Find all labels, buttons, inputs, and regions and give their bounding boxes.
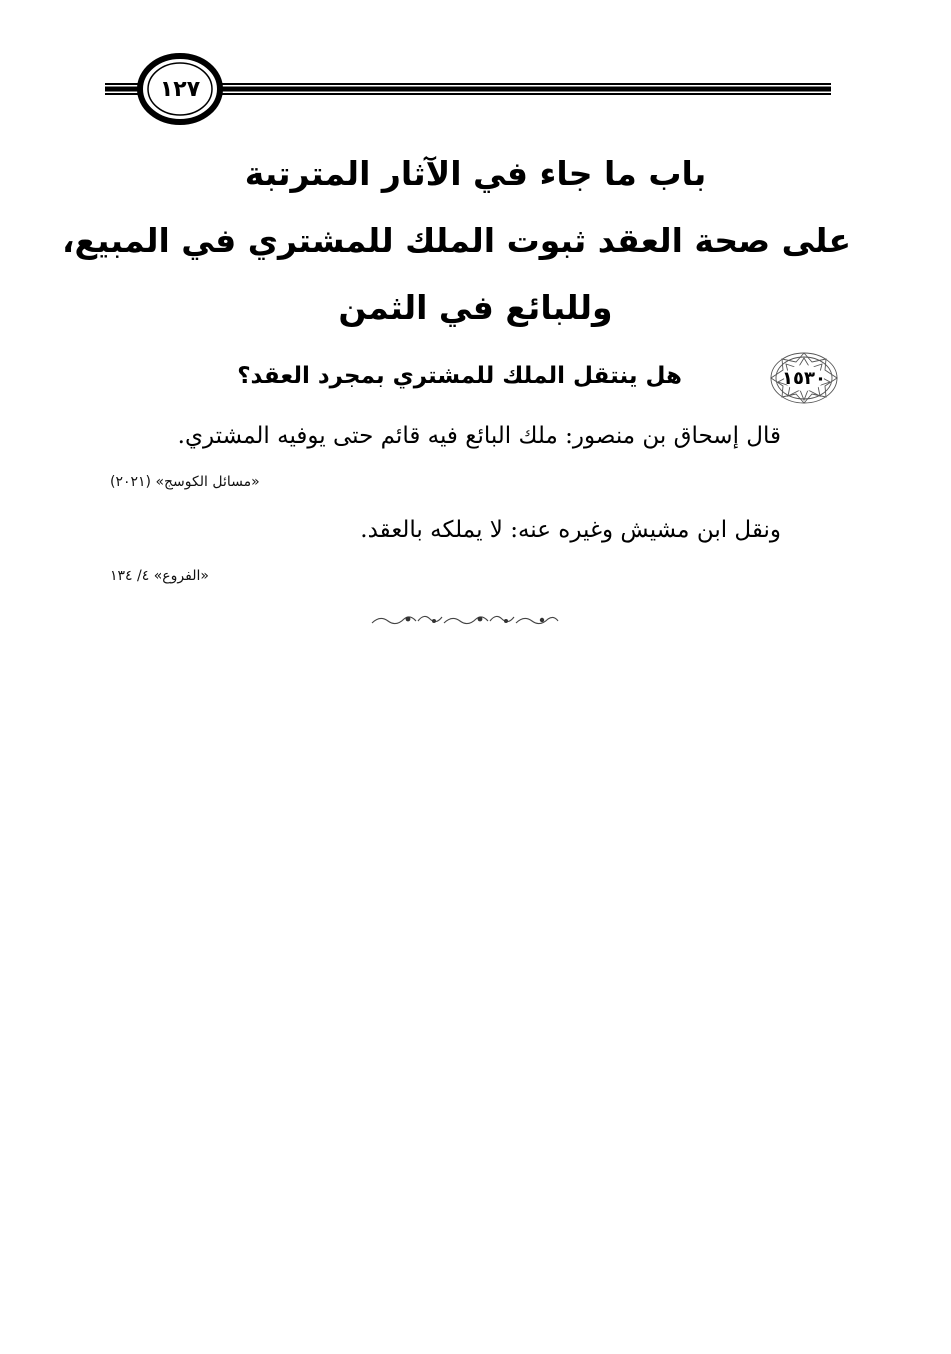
- entry-source-1: «مسائل الكوسج» (٢٠٢١): [110, 474, 260, 490]
- entry-text-2: ونقل ابن مشيش وغيره عنه: لا يملكه بالعقد.: [360, 517, 781, 543]
- question-text: هل ينتقل الملك للمشتري بمجرد العقد؟: [237, 363, 682, 389]
- chapter-title-line-1: باب ما جاء في الآثار المترتبة: [244, 154, 707, 193]
- question-heading: [100, 348, 840, 408]
- floral-divider-icon: [370, 611, 560, 631]
- question-number: ١٥٣٠: [782, 367, 826, 389]
- chapter-title-line-2: على صحة العقد ثبوت الملك للمشتري في المبيع،: [61, 221, 851, 260]
- page-header: [105, 52, 833, 128]
- entry-text-1: قال إسحاق بن منصور: ملك البائع فيه قائم حتى يوفيه المشتري.: [177, 423, 781, 449]
- entry-source-2: «الفروع» ٤/ ١٣٤: [110, 568, 209, 584]
- page-number: ١٢٧: [159, 76, 201, 102]
- chapter-title-line-3: وللبائع في الثمن: [338, 288, 613, 327]
- chapter-title: [61, 140, 851, 341]
- question-number-badge: [768, 350, 840, 406]
